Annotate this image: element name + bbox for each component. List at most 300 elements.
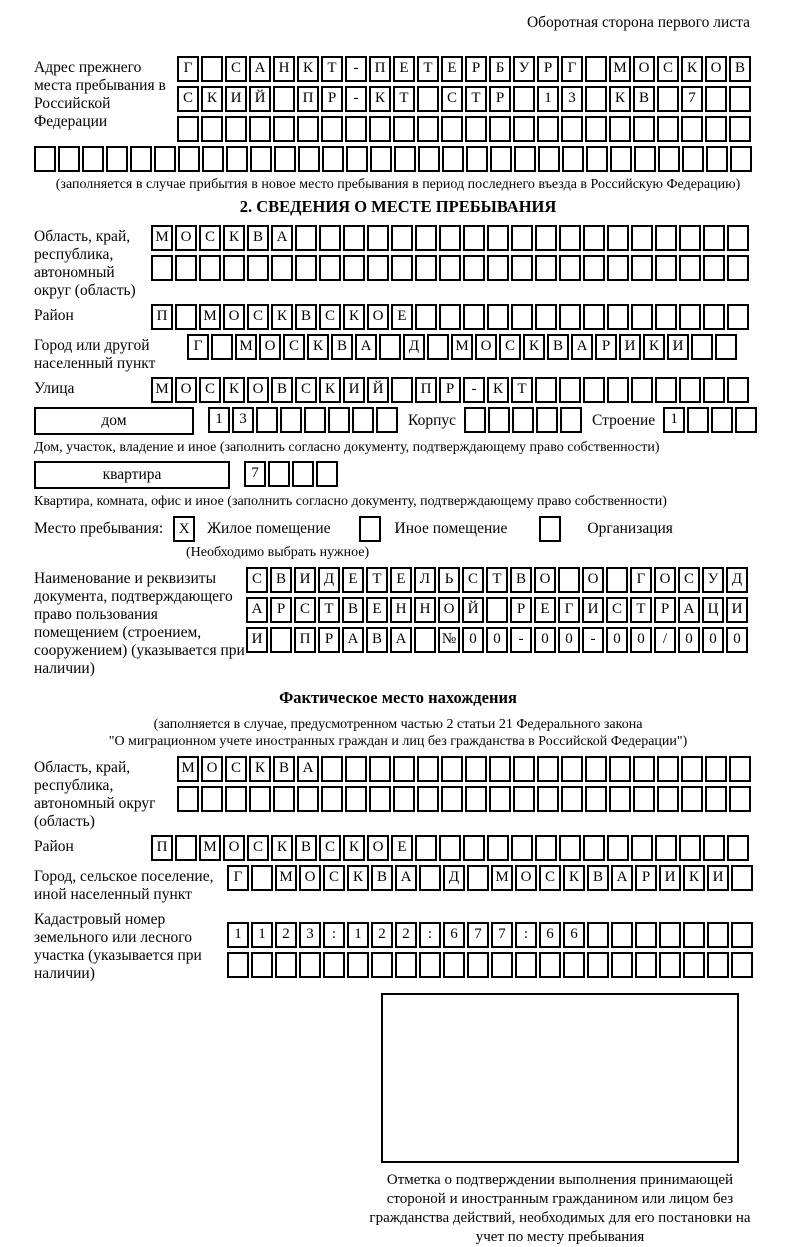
char-cell[interactable] [319, 225, 341, 251]
char-cell[interactable]: М [151, 225, 173, 251]
char-cell[interactable] [559, 835, 581, 861]
char-cell[interactable] [369, 786, 391, 812]
char-cell[interactable] [587, 922, 609, 948]
char-cell[interactable]: С [247, 304, 269, 330]
char-cell[interactable] [439, 255, 461, 281]
checkbox-other-premises[interactable] [359, 516, 381, 542]
char-cell[interactable]: И [619, 334, 641, 360]
char-cell[interactable]: П [415, 377, 437, 403]
char-cell[interactable] [633, 786, 655, 812]
char-cell[interactable] [250, 146, 272, 172]
char-cell[interactable] [683, 922, 705, 948]
char-cell[interactable]: В [587, 865, 609, 891]
char-cell[interactable] [297, 786, 319, 812]
char-cell[interactable] [707, 922, 729, 948]
char-cell[interactable] [631, 835, 653, 861]
char-cell[interactable]: М [491, 865, 513, 891]
char-cell[interactable] [393, 756, 415, 782]
char-cell[interactable] [730, 146, 752, 172]
char-cell[interactable]: И [707, 865, 729, 891]
char-cell[interactable] [635, 952, 657, 978]
char-cell[interactable] [439, 835, 461, 861]
char-cell[interactable] [395, 952, 417, 978]
char-cell[interactable] [607, 835, 629, 861]
char-cell[interactable] [535, 304, 557, 330]
char-cell[interactable]: Е [391, 304, 413, 330]
char-cell[interactable]: Л [414, 567, 436, 593]
char-cell[interactable]: Ь [438, 567, 460, 593]
char-cell[interactable]: В [273, 756, 295, 782]
char-cell[interactable]: А [246, 597, 268, 623]
char-cell[interactable] [679, 225, 701, 251]
char-cell[interactable] [535, 835, 557, 861]
char-cell[interactable]: А [390, 627, 412, 653]
char-cell[interactable] [441, 756, 463, 782]
char-cell[interactable] [727, 835, 749, 861]
char-cell[interactable] [268, 461, 290, 487]
char-cell[interactable] [316, 461, 338, 487]
char-cell[interactable] [321, 756, 343, 782]
char-cell[interactable]: 3 [232, 407, 254, 433]
char-cell[interactable]: 1 [663, 407, 685, 433]
char-cell[interactable]: У [513, 56, 535, 82]
char-cell[interactable]: Р [439, 377, 461, 403]
char-cell[interactable] [511, 835, 533, 861]
char-cell[interactable] [273, 86, 295, 112]
char-cell[interactable] [703, 255, 725, 281]
char-cell[interactable] [178, 146, 200, 172]
char-cell[interactable] [343, 225, 365, 251]
char-cell[interactable] [419, 952, 441, 978]
char-cell[interactable] [488, 407, 510, 433]
char-cell[interactable] [211, 334, 233, 360]
char-cell[interactable] [226, 146, 248, 172]
char-cell[interactable]: О [223, 835, 245, 861]
char-cell[interactable]: Д [443, 865, 465, 891]
char-cell[interactable]: К [223, 225, 245, 251]
char-cell[interactable] [583, 255, 605, 281]
char-cell[interactable] [466, 146, 488, 172]
char-cell[interactable] [706, 146, 728, 172]
char-cell[interactable]: : [323, 922, 345, 948]
char-cell[interactable] [490, 146, 512, 172]
char-cell[interactable] [415, 225, 437, 251]
char-cell[interactable]: А [271, 225, 293, 251]
char-cell[interactable]: 2 [371, 922, 393, 948]
char-cell[interactable]: С [319, 304, 341, 330]
char-cell[interactable]: К [683, 865, 705, 891]
char-cell[interactable]: 6 [563, 922, 585, 948]
char-cell[interactable] [711, 407, 733, 433]
char-cell[interactable]: О [223, 304, 245, 330]
char-cell[interactable] [414, 627, 436, 653]
char-cell[interactable] [393, 116, 415, 142]
char-cell[interactable] [271, 255, 293, 281]
char-cell[interactable]: М [609, 56, 631, 82]
char-cell[interactable]: Р [635, 865, 657, 891]
char-cell[interactable]: Ц [702, 597, 724, 623]
char-cell[interactable] [175, 304, 197, 330]
char-cell[interactable]: Р [270, 597, 292, 623]
char-cell[interactable] [610, 146, 632, 172]
char-cell[interactable]: 2 [395, 922, 417, 948]
char-cell[interactable]: С [657, 56, 679, 82]
char-cell[interactable] [657, 786, 679, 812]
char-cell[interactable]: И [582, 597, 604, 623]
char-cell[interactable] [439, 304, 461, 330]
char-cell[interactable] [82, 146, 104, 172]
char-cell[interactable] [441, 116, 463, 142]
char-cell[interactable]: О [582, 567, 604, 593]
char-cell[interactable] [705, 756, 727, 782]
char-cell[interactable]: В [547, 334, 569, 360]
char-cell[interactable] [369, 116, 391, 142]
char-cell[interactable]: Т [486, 567, 508, 593]
char-cell[interactable] [463, 255, 485, 281]
actual-region-row-2[interactable] [177, 786, 753, 812]
char-cell[interactable] [511, 255, 533, 281]
char-cell[interactable]: С [539, 865, 561, 891]
char-cell[interactable] [631, 304, 653, 330]
char-cell[interactable] [467, 865, 489, 891]
char-cell[interactable] [539, 952, 561, 978]
char-cell[interactable]: Р [318, 627, 340, 653]
char-cell[interactable]: В [271, 377, 293, 403]
cadastral-row-2[interactable] [227, 952, 755, 978]
char-cell[interactable] [223, 255, 245, 281]
char-cell[interactable] [535, 255, 557, 281]
char-cell[interactable] [631, 377, 653, 403]
char-cell[interactable]: Т [393, 86, 415, 112]
char-cell[interactable] [491, 952, 513, 978]
char-cell[interactable] [202, 146, 224, 172]
char-cell[interactable] [558, 567, 580, 593]
char-cell[interactable]: Д [403, 334, 425, 360]
char-cell[interactable] [679, 835, 701, 861]
char-cell[interactable]: С [323, 865, 345, 891]
char-cell[interactable] [559, 225, 581, 251]
char-cell[interactable]: : [515, 922, 537, 948]
char-cell[interactable] [322, 146, 344, 172]
char-cell[interactable] [705, 86, 727, 112]
char-cell[interactable]: 7 [467, 922, 489, 948]
char-cell[interactable]: М [199, 835, 221, 861]
char-cell[interactable] [489, 756, 511, 782]
char-cell[interactable] [703, 835, 725, 861]
char-cell[interactable] [703, 225, 725, 251]
char-cell[interactable]: К [343, 835, 365, 861]
char-cell[interactable]: 6 [539, 922, 561, 948]
char-cell[interactable] [682, 146, 704, 172]
char-cell[interactable] [487, 835, 509, 861]
char-cell[interactable] [681, 786, 703, 812]
char-cell[interactable] [201, 56, 223, 82]
char-cell[interactable]: 0 [462, 627, 484, 653]
char-cell[interactable]: А [395, 865, 417, 891]
char-cell[interactable]: С [441, 86, 463, 112]
char-cell[interactable]: М [151, 377, 173, 403]
char-cell[interactable] [512, 407, 534, 433]
char-cell[interactable] [727, 225, 749, 251]
char-cell[interactable] [487, 255, 509, 281]
char-cell[interactable]: 1 [208, 407, 230, 433]
char-cell[interactable] [681, 116, 703, 142]
char-cell[interactable]: С [499, 334, 521, 360]
char-cell[interactable] [292, 461, 314, 487]
char-cell[interactable] [151, 255, 173, 281]
char-cell[interactable]: 0 [534, 627, 556, 653]
char-cell[interactable] [655, 304, 677, 330]
region-row-2[interactable] [151, 255, 751, 281]
char-cell[interactable]: А [571, 334, 593, 360]
char-cell[interactable]: Т [318, 597, 340, 623]
char-cell[interactable]: С [295, 377, 317, 403]
char-cell[interactable]: О [534, 567, 556, 593]
char-cell[interactable] [175, 255, 197, 281]
char-cell[interactable]: В [729, 56, 751, 82]
char-cell[interactable] [535, 225, 557, 251]
actual-region-row-1[interactable] [177, 756, 753, 782]
char-cell[interactable] [106, 146, 128, 172]
char-cell[interactable]: О [299, 865, 321, 891]
char-cell[interactable] [633, 116, 655, 142]
char-cell[interactable] [561, 786, 583, 812]
char-cell[interactable] [727, 255, 749, 281]
char-cell[interactable] [417, 756, 439, 782]
char-cell[interactable] [683, 952, 705, 978]
char-cell[interactable]: О [705, 56, 727, 82]
char-cell[interactable] [705, 116, 727, 142]
char-cell[interactable]: В [270, 567, 292, 593]
char-cell[interactable] [705, 786, 727, 812]
char-cell[interactable]: К [249, 756, 271, 782]
char-cell[interactable] [731, 922, 753, 948]
char-cell[interactable]: 0 [726, 627, 748, 653]
char-cell[interactable] [175, 835, 197, 861]
char-cell[interactable]: К [487, 377, 509, 403]
char-cell[interactable] [538, 146, 560, 172]
char-cell[interactable]: П [151, 304, 173, 330]
char-cell[interactable]: В [371, 865, 393, 891]
char-cell[interactable] [659, 952, 681, 978]
char-cell[interactable] [251, 865, 273, 891]
char-cell[interactable]: С [225, 756, 247, 782]
char-cell[interactable]: 0 [606, 627, 628, 653]
char-cell[interactable] [657, 86, 679, 112]
char-cell[interactable]: Г [630, 567, 652, 593]
char-cell[interactable] [417, 116, 439, 142]
char-cell[interactable]: 0 [630, 627, 652, 653]
char-cell[interactable]: В [510, 567, 532, 593]
char-cell[interactable] [465, 116, 487, 142]
char-cell[interactable]: 1 [347, 922, 369, 948]
char-cell[interactable] [463, 835, 485, 861]
char-cell[interactable]: 0 [702, 627, 724, 653]
region-row-1[interactable] [151, 225, 751, 251]
char-cell[interactable]: И [246, 627, 268, 653]
char-cell[interactable]: К [271, 835, 293, 861]
prev-address-row-2[interactable] [177, 86, 753, 112]
char-cell[interactable]: С [177, 86, 199, 112]
char-cell[interactable] [249, 786, 271, 812]
char-cell[interactable]: С [462, 567, 484, 593]
char-cell[interactable]: П [294, 627, 316, 653]
char-cell[interactable]: К [307, 334, 329, 360]
char-cell[interactable]: Н [390, 597, 412, 623]
char-cell[interactable] [391, 255, 413, 281]
doc-row-2[interactable] [246, 597, 750, 623]
char-cell[interactable]: - [582, 627, 604, 653]
char-cell[interactable] [559, 304, 581, 330]
char-cell[interactable] [345, 116, 367, 142]
char-cell[interactable]: 6 [443, 922, 465, 948]
char-cell[interactable] [583, 304, 605, 330]
char-cell[interactable] [201, 786, 223, 812]
char-cell[interactable]: Г [177, 56, 199, 82]
char-cell[interactable] [513, 116, 535, 142]
char-cell[interactable]: - [463, 377, 485, 403]
actual-city-row[interactable] [227, 865, 755, 891]
char-cell[interactable] [513, 86, 535, 112]
char-cell[interactable] [611, 952, 633, 978]
char-cell[interactable] [703, 304, 725, 330]
char-cell[interactable] [199, 255, 221, 281]
char-cell[interactable] [679, 304, 701, 330]
char-cell[interactable] [417, 786, 439, 812]
char-cell[interactable] [585, 116, 607, 142]
char-cell[interactable]: К [681, 56, 703, 82]
char-cell[interactable] [371, 952, 393, 978]
char-cell[interactable] [352, 407, 374, 433]
char-cell[interactable] [463, 225, 485, 251]
actual-district-row[interactable] [151, 835, 751, 861]
district-row[interactable] [151, 304, 751, 330]
char-cell[interactable] [609, 786, 631, 812]
char-cell[interactable] [427, 334, 449, 360]
char-cell[interactable] [417, 86, 439, 112]
char-cell[interactable] [328, 407, 350, 433]
char-cell[interactable] [659, 922, 681, 948]
char-cell[interactable] [273, 786, 295, 812]
char-cell[interactable]: Е [441, 56, 463, 82]
char-cell[interactable] [735, 407, 757, 433]
char-cell[interactable] [177, 786, 199, 812]
city-row[interactable] [187, 334, 739, 360]
char-cell[interactable]: Г [227, 865, 249, 891]
street-row[interactable] [151, 377, 751, 403]
char-cell[interactable]: М [235, 334, 257, 360]
char-cell[interactable] [270, 627, 292, 653]
char-cell[interactable] [585, 86, 607, 112]
char-cell[interactable]: / [654, 627, 676, 653]
char-cell[interactable]: Р [489, 86, 511, 112]
char-cell[interactable] [631, 225, 653, 251]
char-cell[interactable] [607, 255, 629, 281]
char-cell[interactable] [631, 255, 653, 281]
char-cell[interactable]: К [201, 86, 223, 112]
char-cell[interactable] [609, 116, 631, 142]
char-cell[interactable] [249, 116, 271, 142]
char-cell[interactable]: О [515, 865, 537, 891]
char-cell[interactable] [225, 116, 247, 142]
char-cell[interactable]: О [475, 334, 497, 360]
char-cell[interactable]: К [271, 304, 293, 330]
char-cell[interactable] [347, 952, 369, 978]
char-cell[interactable]: 7 [681, 86, 703, 112]
char-cell[interactable] [511, 225, 533, 251]
char-cell[interactable] [489, 116, 511, 142]
char-cell[interactable] [251, 952, 273, 978]
char-cell[interactable] [201, 116, 223, 142]
char-cell[interactable]: 7 [244, 461, 266, 487]
char-cell[interactable] [679, 377, 701, 403]
char-cell[interactable]: Т [511, 377, 533, 403]
char-cell[interactable] [607, 225, 629, 251]
char-cell[interactable] [295, 255, 317, 281]
char-cell[interactable] [487, 304, 509, 330]
char-cell[interactable]: № [438, 627, 460, 653]
char-cell[interactable] [679, 255, 701, 281]
char-cell[interactable] [274, 146, 296, 172]
prev-address-row-3[interactable] [177, 116, 753, 142]
char-cell[interactable]: В [247, 225, 269, 251]
char-cell[interactable]: С [294, 597, 316, 623]
char-cell[interactable]: Й [462, 597, 484, 623]
char-cell[interactable] [319, 255, 341, 281]
char-cell[interactable]: Д [726, 567, 748, 593]
char-cell[interactable] [323, 952, 345, 978]
char-cell[interactable]: А [611, 865, 633, 891]
char-cell[interactable] [655, 377, 677, 403]
char-cell[interactable] [687, 407, 709, 433]
char-cell[interactable]: Т [321, 56, 343, 82]
char-cell[interactable] [715, 334, 737, 360]
char-cell[interactable]: 1 [537, 86, 559, 112]
char-cell[interactable] [586, 146, 608, 172]
char-cell[interactable]: К [297, 56, 319, 82]
char-cell[interactable] [177, 116, 199, 142]
char-cell[interactable] [634, 146, 656, 172]
char-cell[interactable] [607, 377, 629, 403]
char-cell[interactable]: А [678, 597, 700, 623]
char-cell[interactable] [537, 756, 559, 782]
char-cell[interactable] [657, 116, 679, 142]
char-cell[interactable]: Е [534, 597, 556, 623]
char-cell[interactable] [607, 304, 629, 330]
stroenie-cells[interactable] [663, 407, 759, 433]
char-cell[interactable]: Р [654, 597, 676, 623]
char-cell[interactable]: Г [187, 334, 209, 360]
char-cell[interactable] [562, 146, 584, 172]
char-cell[interactable] [536, 407, 558, 433]
char-cell[interactable] [345, 756, 367, 782]
char-cell[interactable]: 0 [558, 627, 580, 653]
checkbox-organization[interactable] [539, 516, 561, 542]
char-cell[interactable]: 7 [491, 922, 513, 948]
char-cell[interactable]: Р [595, 334, 617, 360]
char-cell[interactable]: В [633, 86, 655, 112]
char-cell[interactable]: М [199, 304, 221, 330]
char-cell[interactable] [298, 146, 320, 172]
char-cell[interactable] [256, 407, 278, 433]
char-cell[interactable]: К [319, 377, 341, 403]
char-cell[interactable] [681, 756, 703, 782]
char-cell[interactable] [559, 255, 581, 281]
char-cell[interactable]: М [275, 865, 297, 891]
char-cell[interactable]: П [297, 86, 319, 112]
char-cell[interactable]: 0 [678, 627, 700, 653]
char-cell[interactable]: Г [561, 56, 583, 82]
